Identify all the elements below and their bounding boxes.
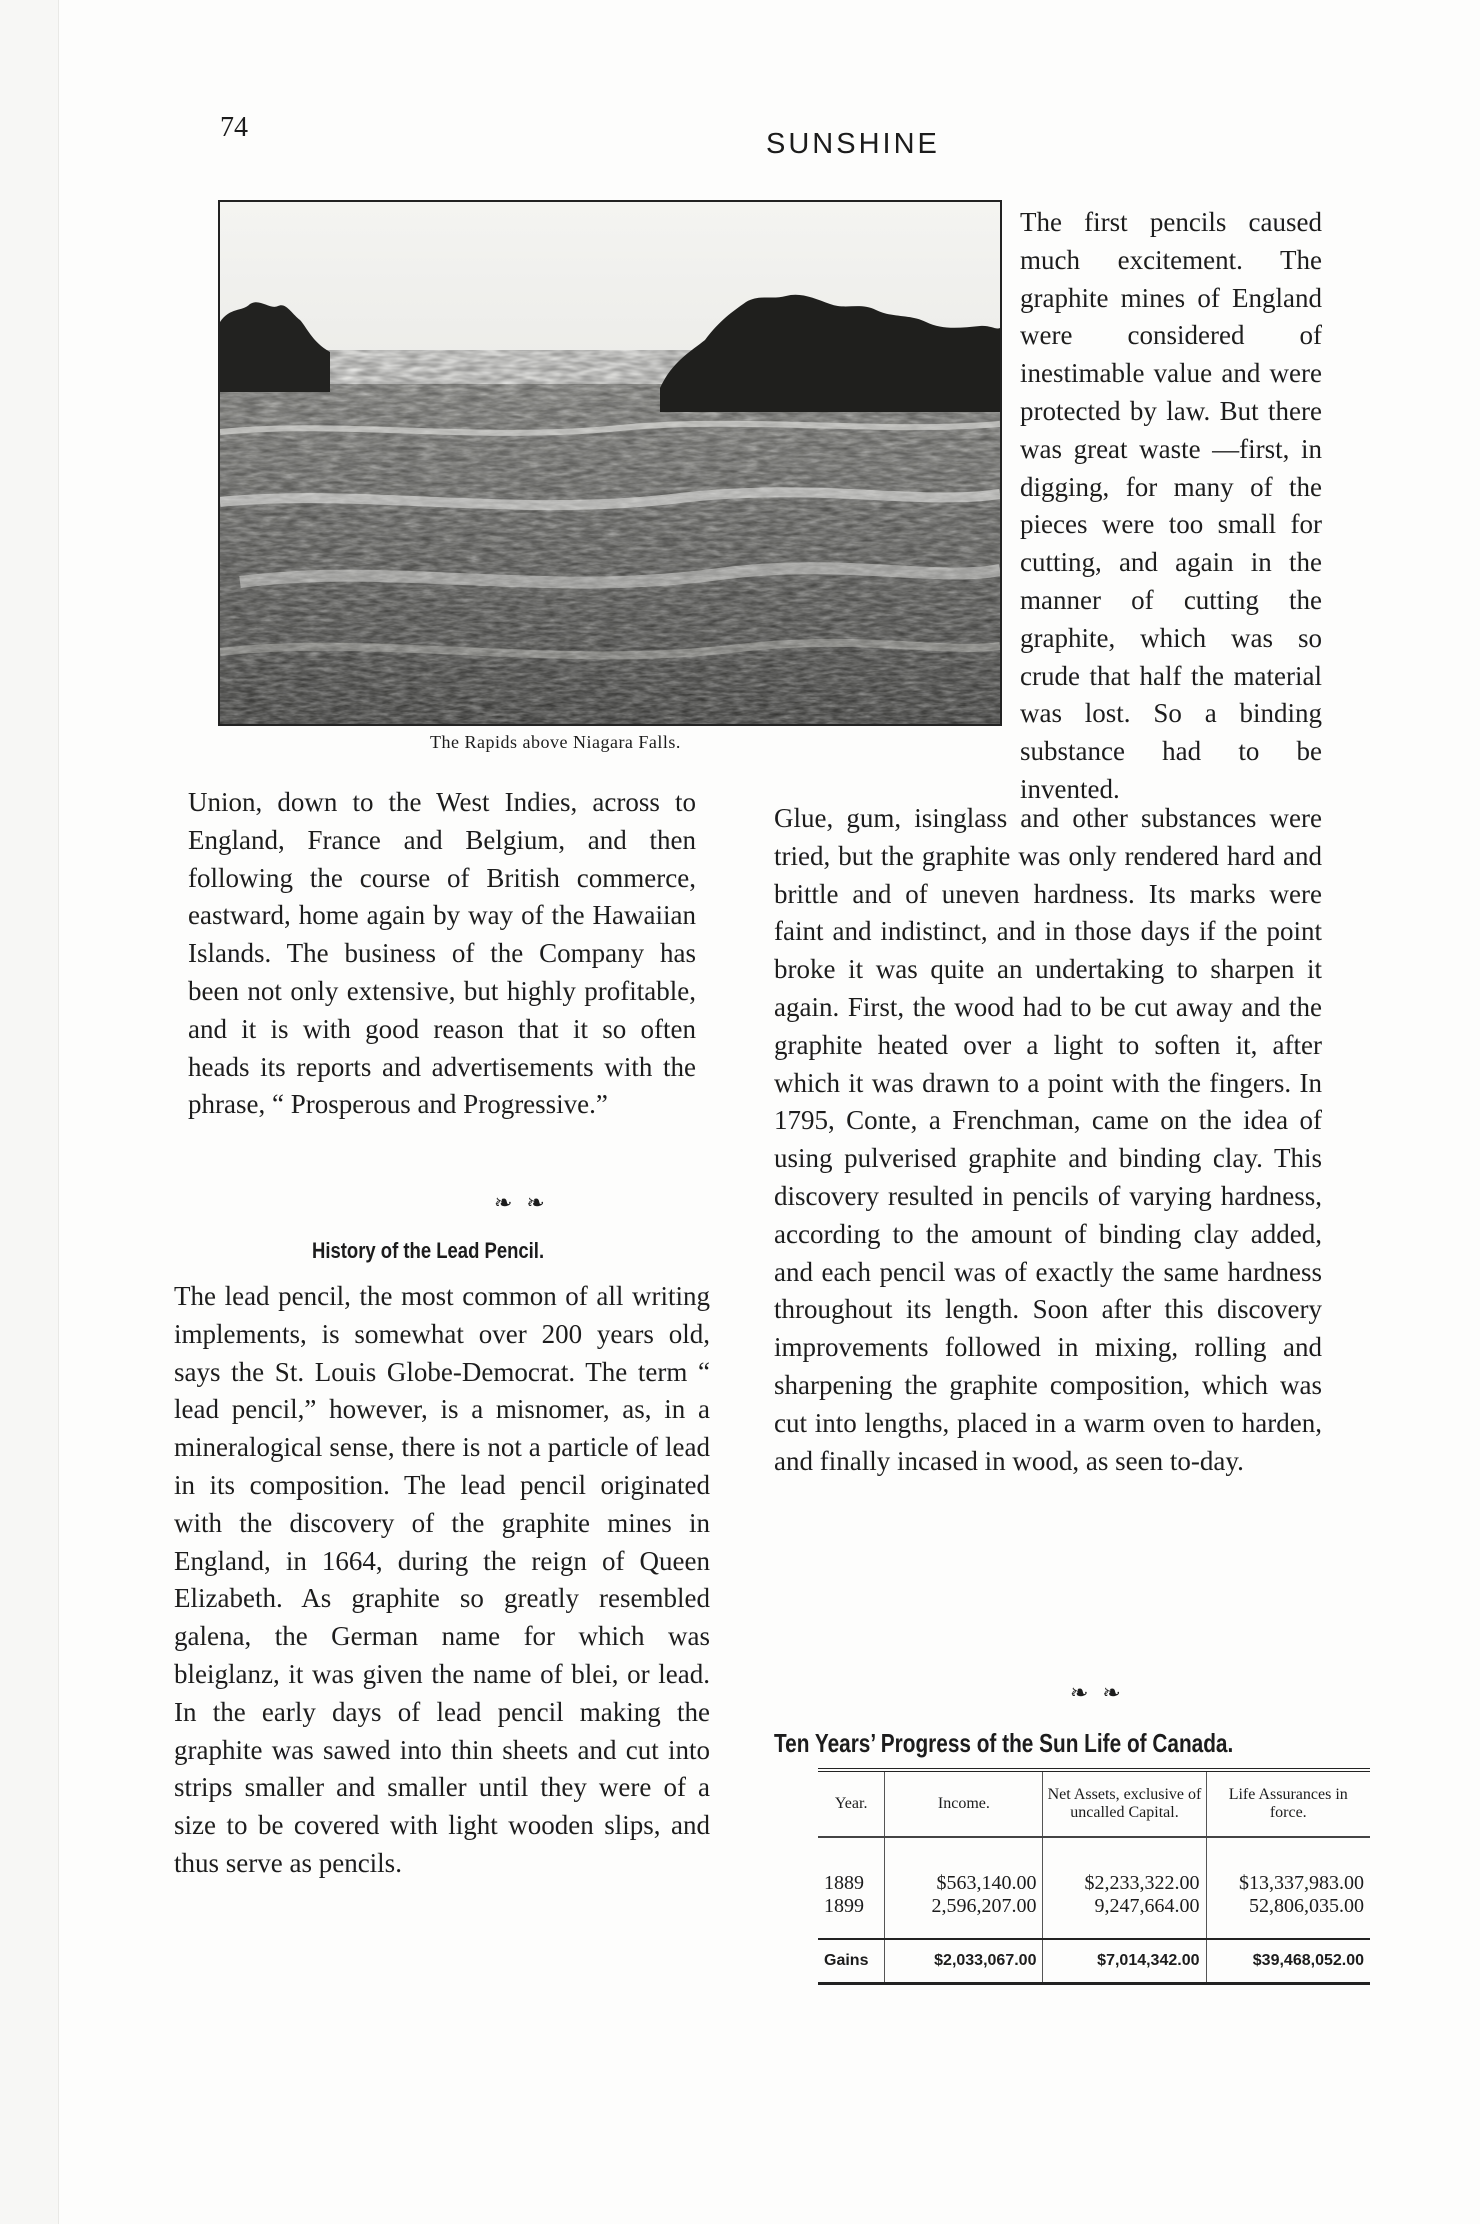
cell-gains-life-assurances: $39,468,052.00 (1206, 1939, 1370, 1984)
cell-gains-label: Gains (818, 1939, 885, 1984)
cell-year: 1899 (824, 1895, 864, 1917)
running-head: SUNSHINE (766, 128, 940, 160)
column-text-left-top: Union, down to the West Indies, across to England, France and Belgium, and then following the course of British commerce, eastward, home again by way of the Hawaiian Islands. The business of the Company has been not only extensive, but highly profitable, and it is with good reason that it so often heads its reports and advertisements with the phrase, “ Prosperous and Progressive.” (188, 787, 696, 1120)
progress-table (818, 1768, 1370, 1985)
table-gains-row (818, 1939, 1370, 1984)
cell-life-assurances: 52,806,035.00 (1206, 1895, 1370, 1939)
magazine-page (58, 0, 1480, 2224)
section-heading-lead-pencil: History of the Lead Pencil. (312, 1238, 545, 1263)
section-heading-progress: Ten Years’ Progress of the Sun Life of Canada. (774, 1728, 1234, 1758)
cell-life-assurances: $13,337,983.00 (1206, 1837, 1370, 1895)
table-row (818, 1837, 1370, 1895)
rapids-photo (218, 200, 1002, 726)
page-number: 74 (220, 112, 248, 143)
scan-margin (0, 0, 59, 2224)
table-header-row (818, 1770, 1370, 1837)
cell-year: 1889 (824, 1872, 864, 1894)
table-row (818, 1895, 1370, 1939)
column-header-net-assets: Net Assets, exclusive of uncalled Capital. (1043, 1770, 1206, 1837)
cell-net-assets: 9,247,664.00 (1043, 1895, 1206, 1939)
section-ornament: ❧❧ (494, 1190, 559, 1215)
rapids-photo-image (220, 202, 1000, 724)
cell-gains-net-assets: $7,014,342.00 (1043, 1939, 1206, 1984)
column-text-right-middle: Glue, gum, isinglass and other substances were tried, but the graphite was only rendered hard and brittle and of uneven hardness. Its marks were faint and indistinct, and in those days if the point broke it was quite an undertaking to sharpen it again. First, the wood had to be cut away and the graphite heated over a light to soften it, after which it was drawn to a point with the fingers. In 1795, Conte, a Frenchman, came on the idea of using pulverised graphite and binding clay. This discovery resulted in pencils of varying hardness, according to the amount of binding clay added, and each pencil was of exactly the same hardness throughout its length. Soon after this discovery improvements followed in mixing, rolling and sharpening the graphite composition, which was cut into lengths, placed in a warm oven to harden, and finally incased in wood, as seen to-day. (774, 803, 1322, 1476)
cell-net-assets: $2,233,322.00 (1043, 1837, 1206, 1895)
cell-gains-income: $2,033,067.00 (885, 1939, 1043, 1984)
column-text-left-bottom: The lead pencil, the most common of all writing implements, is somewhat over 200 years old, says the St. Louis Globe-Democrat. The term “ lead pencil,” however, is a misnomer, as, in a mineralogical sense, there is not a particle of lead in its composition. The lead pencil originated with the discovery of the graphite mines in England, in 1664, during the reign of Queen Elizabeth. As graphite so greatly resembled galena, the German name for which was bleiglanz, it was given the name of blei, or lead. In the early days of lead pencil making the graphite was sawed into thin sheets and cut into strips smaller and smaller until they were of a size to be covered with light wooden slips, and thus serve as pencils. (174, 1281, 710, 1878)
section-ornament: ❧❧ (1070, 1680, 1135, 1705)
cell-income: $563,140.00 (885, 1837, 1043, 1895)
column-text-right-top: The first pencils caused much excitement. The graphite mines of England were considered of inestimable value and were protected by law. But there was great waste —first, in digging, for many of the pieces were too small for cutting, and again in the manner of cutting the graphite, which was so crude that half the material was lost. So a binding substance had to be invented. (1020, 207, 1322, 804)
column-header-income: Income. (885, 1770, 1043, 1837)
photo-caption: The Rapids above Niagara Falls. (430, 732, 681, 752)
cell-income: 2,596,207.00 (885, 1895, 1043, 1939)
column-header-life-assurances: Life Assurances in force. (1206, 1770, 1370, 1837)
column-header-year: Year. (818, 1770, 885, 1837)
